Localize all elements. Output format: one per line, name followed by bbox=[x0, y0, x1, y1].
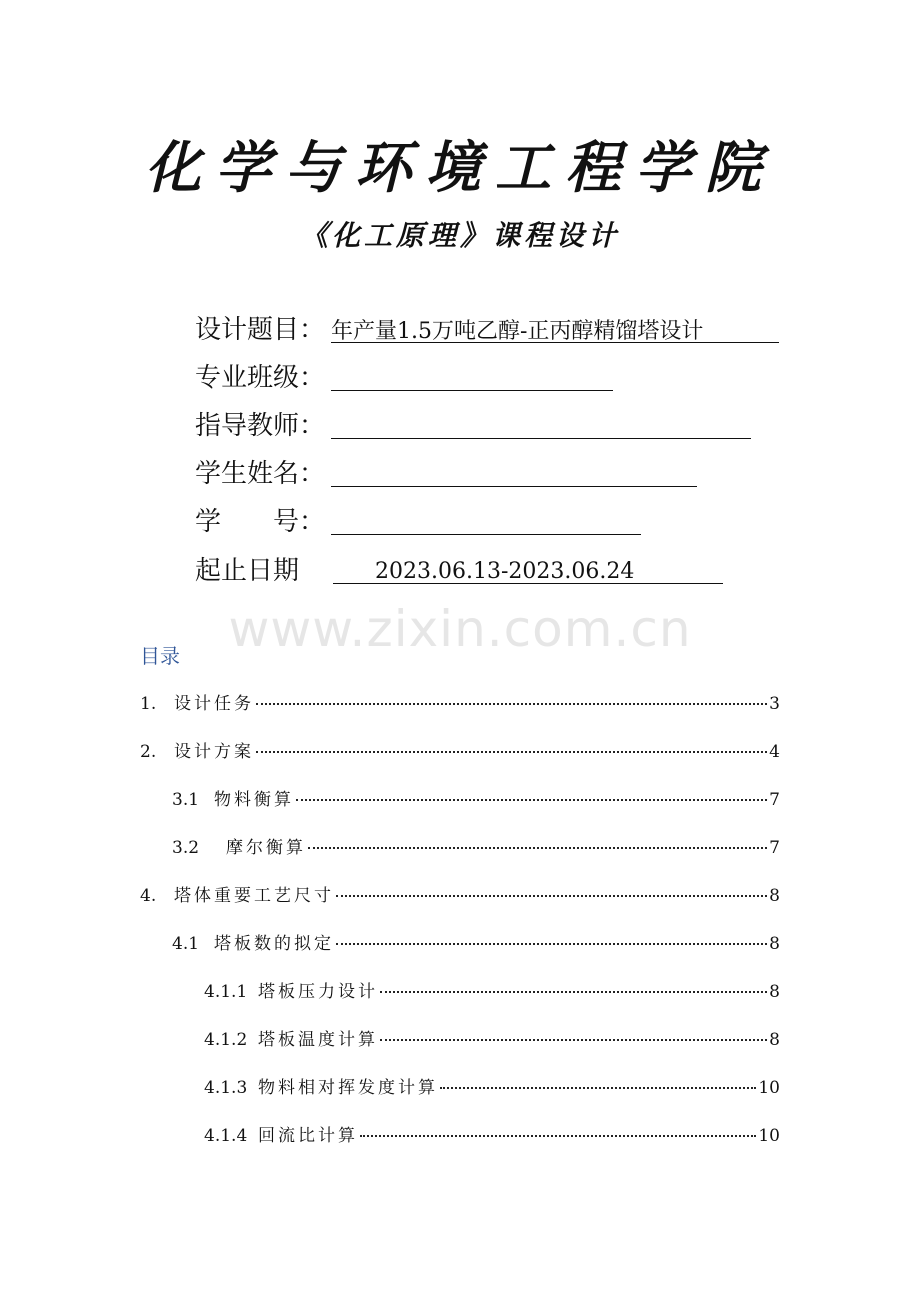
watermark: www.zixin.com.cn bbox=[228, 600, 692, 658]
toc-item-title: 物料相对挥发度计算 bbox=[258, 1078, 438, 1098]
toc-item-number: 4.1 bbox=[172, 934, 200, 954]
toc-item-number: 3.2 bbox=[172, 838, 200, 858]
major-label: 专业班级： bbox=[195, 363, 326, 393]
toc-item-title: 摩尔衡算 bbox=[226, 838, 306, 858]
date-value: 2023.06.13-2023.06.24 bbox=[375, 559, 635, 584]
major-field bbox=[195, 358, 795, 398]
toc-item-title: 塔板温度计算 bbox=[258, 1030, 378, 1050]
student-name-underline bbox=[331, 486, 697, 487]
topic-value: 年产量1.5万吨乙醇-正丙醇精馏塔设计 bbox=[331, 319, 704, 344]
topic-field bbox=[195, 310, 795, 350]
toc-item[interactable] bbox=[204, 1121, 780, 1151]
date-field bbox=[195, 551, 795, 591]
teacher-underline bbox=[331, 438, 751, 439]
toc-dot-leader bbox=[440, 1087, 756, 1089]
toc-item[interactable] bbox=[172, 929, 780, 959]
toc-item-number: 2. bbox=[140, 742, 157, 762]
toc-item-title: 物料衡算 bbox=[214, 790, 294, 810]
toc-dot-leader bbox=[336, 895, 767, 897]
toc-dot-leader bbox=[360, 1135, 756, 1137]
toc-dot-leader bbox=[308, 847, 767, 849]
school-title: 化学与环境工程学院 bbox=[145, 135, 775, 201]
teacher-field bbox=[195, 406, 795, 446]
toc-item-number: 4.1.4 bbox=[204, 1126, 248, 1146]
toc-item-title: 塔板数的拟定 bbox=[214, 934, 334, 954]
toc-item-page: 10 bbox=[758, 1078, 780, 1098]
toc-item[interactable] bbox=[140, 689, 780, 719]
toc-item-page: 8 bbox=[769, 886, 780, 906]
toc-item[interactable] bbox=[172, 785, 780, 815]
major-underline bbox=[331, 390, 613, 391]
toc-item-number: 4.1.3 bbox=[204, 1078, 248, 1098]
toc-dot-leader bbox=[380, 991, 767, 993]
course-title: 《化工原理》课程设计 bbox=[299, 219, 620, 252]
toc-item-title: 塔体重要工艺尺寸 bbox=[174, 886, 334, 906]
toc-item-page: 8 bbox=[769, 934, 780, 954]
teacher-label: 指导教师： bbox=[195, 411, 326, 441]
student-id-field bbox=[195, 502, 795, 542]
topic-label: 设计题目： bbox=[195, 315, 326, 345]
toc-item-number: 4. bbox=[140, 886, 157, 906]
toc-dot-leader bbox=[256, 703, 767, 705]
toc-dot-leader bbox=[336, 943, 767, 945]
student-id-underline bbox=[331, 534, 641, 535]
toc-item[interactable] bbox=[204, 1025, 780, 1055]
student-name-label: 学生姓名： bbox=[195, 459, 326, 489]
toc-item-page: 8 bbox=[769, 982, 780, 1002]
toc-item-page: 3 bbox=[769, 694, 780, 714]
toc-item[interactable] bbox=[172, 833, 780, 863]
toc-heading: 目录 bbox=[140, 644, 180, 668]
toc-item-title: 设计任务 bbox=[174, 694, 254, 714]
toc-item-title: 回流比计算 bbox=[258, 1126, 358, 1146]
toc-item-number: 4.1.2 bbox=[204, 1030, 248, 1050]
toc-item-title: 塔板压力设计 bbox=[258, 982, 378, 1002]
toc-item-number: 1. bbox=[140, 694, 157, 714]
toc-dot-leader bbox=[256, 751, 767, 753]
toc-item-page: 8 bbox=[769, 1030, 780, 1050]
toc-item[interactable] bbox=[204, 977, 780, 1007]
toc-item[interactable] bbox=[140, 737, 780, 767]
toc-item-page: 7 bbox=[769, 790, 780, 810]
toc-dot-leader bbox=[380, 1039, 767, 1041]
date-underline bbox=[333, 583, 723, 584]
toc-item-page: 10 bbox=[758, 1126, 780, 1146]
student-id-label: 学 号： bbox=[195, 507, 326, 537]
toc-item-page: 4 bbox=[769, 742, 780, 762]
student-name-field bbox=[195, 454, 795, 494]
topic-underline bbox=[331, 342, 779, 343]
toc-item[interactable] bbox=[204, 1073, 780, 1103]
date-label: 起止日期 bbox=[195, 556, 300, 586]
toc-item-title: 设计方案 bbox=[174, 742, 254, 762]
toc-item-page: 7 bbox=[769, 838, 780, 858]
toc-dot-leader bbox=[296, 799, 767, 801]
toc-item[interactable] bbox=[140, 881, 780, 911]
toc-item-number: 3.1 bbox=[172, 790, 200, 810]
toc-item-number: 4.1.1 bbox=[204, 982, 248, 1002]
